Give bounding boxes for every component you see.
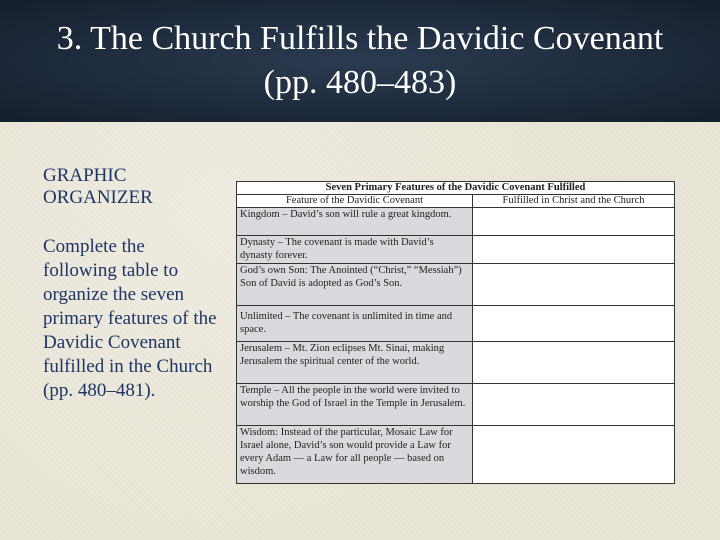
title-banner <box>0 0 720 122</box>
organizer-heading: GRAPHIC ORGANIZER <box>43 165 153 208</box>
organizer-table <box>236 181 675 484</box>
fulfilled-cell[interactable] <box>473 264 675 306</box>
organizer-table-wrap <box>236 181 674 489</box>
table-row <box>237 264 675 306</box>
fulfilled-cell[interactable] <box>473 236 675 264</box>
column-header-fulfilled: Fulfilled in Christ and the Church <box>473 195 675 208</box>
fulfilled-cell[interactable] <box>473 306 675 342</box>
table-row <box>237 208 675 236</box>
feature-cell: Temple – All the people in the world were invited to worship the God of Israel in the Temple in Jerusalem. <box>237 384 473 426</box>
fulfilled-cell[interactable] <box>473 342 675 384</box>
slide-title: 3. The Church Fulfills the Davidic Covenant (pp. 480–483) <box>56 20 664 101</box>
fulfilled-cell[interactable] <box>473 384 675 426</box>
table-row <box>237 426 675 484</box>
feature-cell: Jerusalem – Mt. Zion eclipses Mt. Sinai, making Jerusalem the spiritual center of the world. <box>237 342 473 384</box>
feature-cell: Dynasty – The covenant is made with David’s dynasty forever. <box>237 236 473 264</box>
column-header-feature: Feature of the Davidic Covenant <box>237 195 473 208</box>
feature-cell: God’s own Son: The Anointed (“Christ,” “Messiah”) Son of David is adopted as God’s Son. <box>237 264 473 306</box>
instructions-panel <box>43 165 223 403</box>
fulfilled-cell[interactable] <box>473 426 675 484</box>
feature-cell: Unlimited – The covenant is unlimited in time and space. <box>237 306 473 342</box>
table-row <box>237 342 675 384</box>
table-caption: Seven Primary Features of the Davidic Covenant Fulfilled <box>237 182 675 195</box>
table-row <box>237 384 675 426</box>
feature-cell: Wisdom: Instead of the particular, Mosaic Law for Israel alone, David’s son would provide a Law for every Adam — a Law for all people — based on wisdom. <box>237 426 473 484</box>
table-row <box>237 306 675 342</box>
feature-cell: Kingdom – David’s son will rule a great kingdom. <box>237 208 473 236</box>
instructions-text: Complete the following table to organize the seven primary features of the Davidic Covenant fulfilled in the Church (pp. 480–481). <box>43 236 217 401</box>
table-row <box>237 236 675 264</box>
fulfilled-cell[interactable] <box>473 208 675 236</box>
